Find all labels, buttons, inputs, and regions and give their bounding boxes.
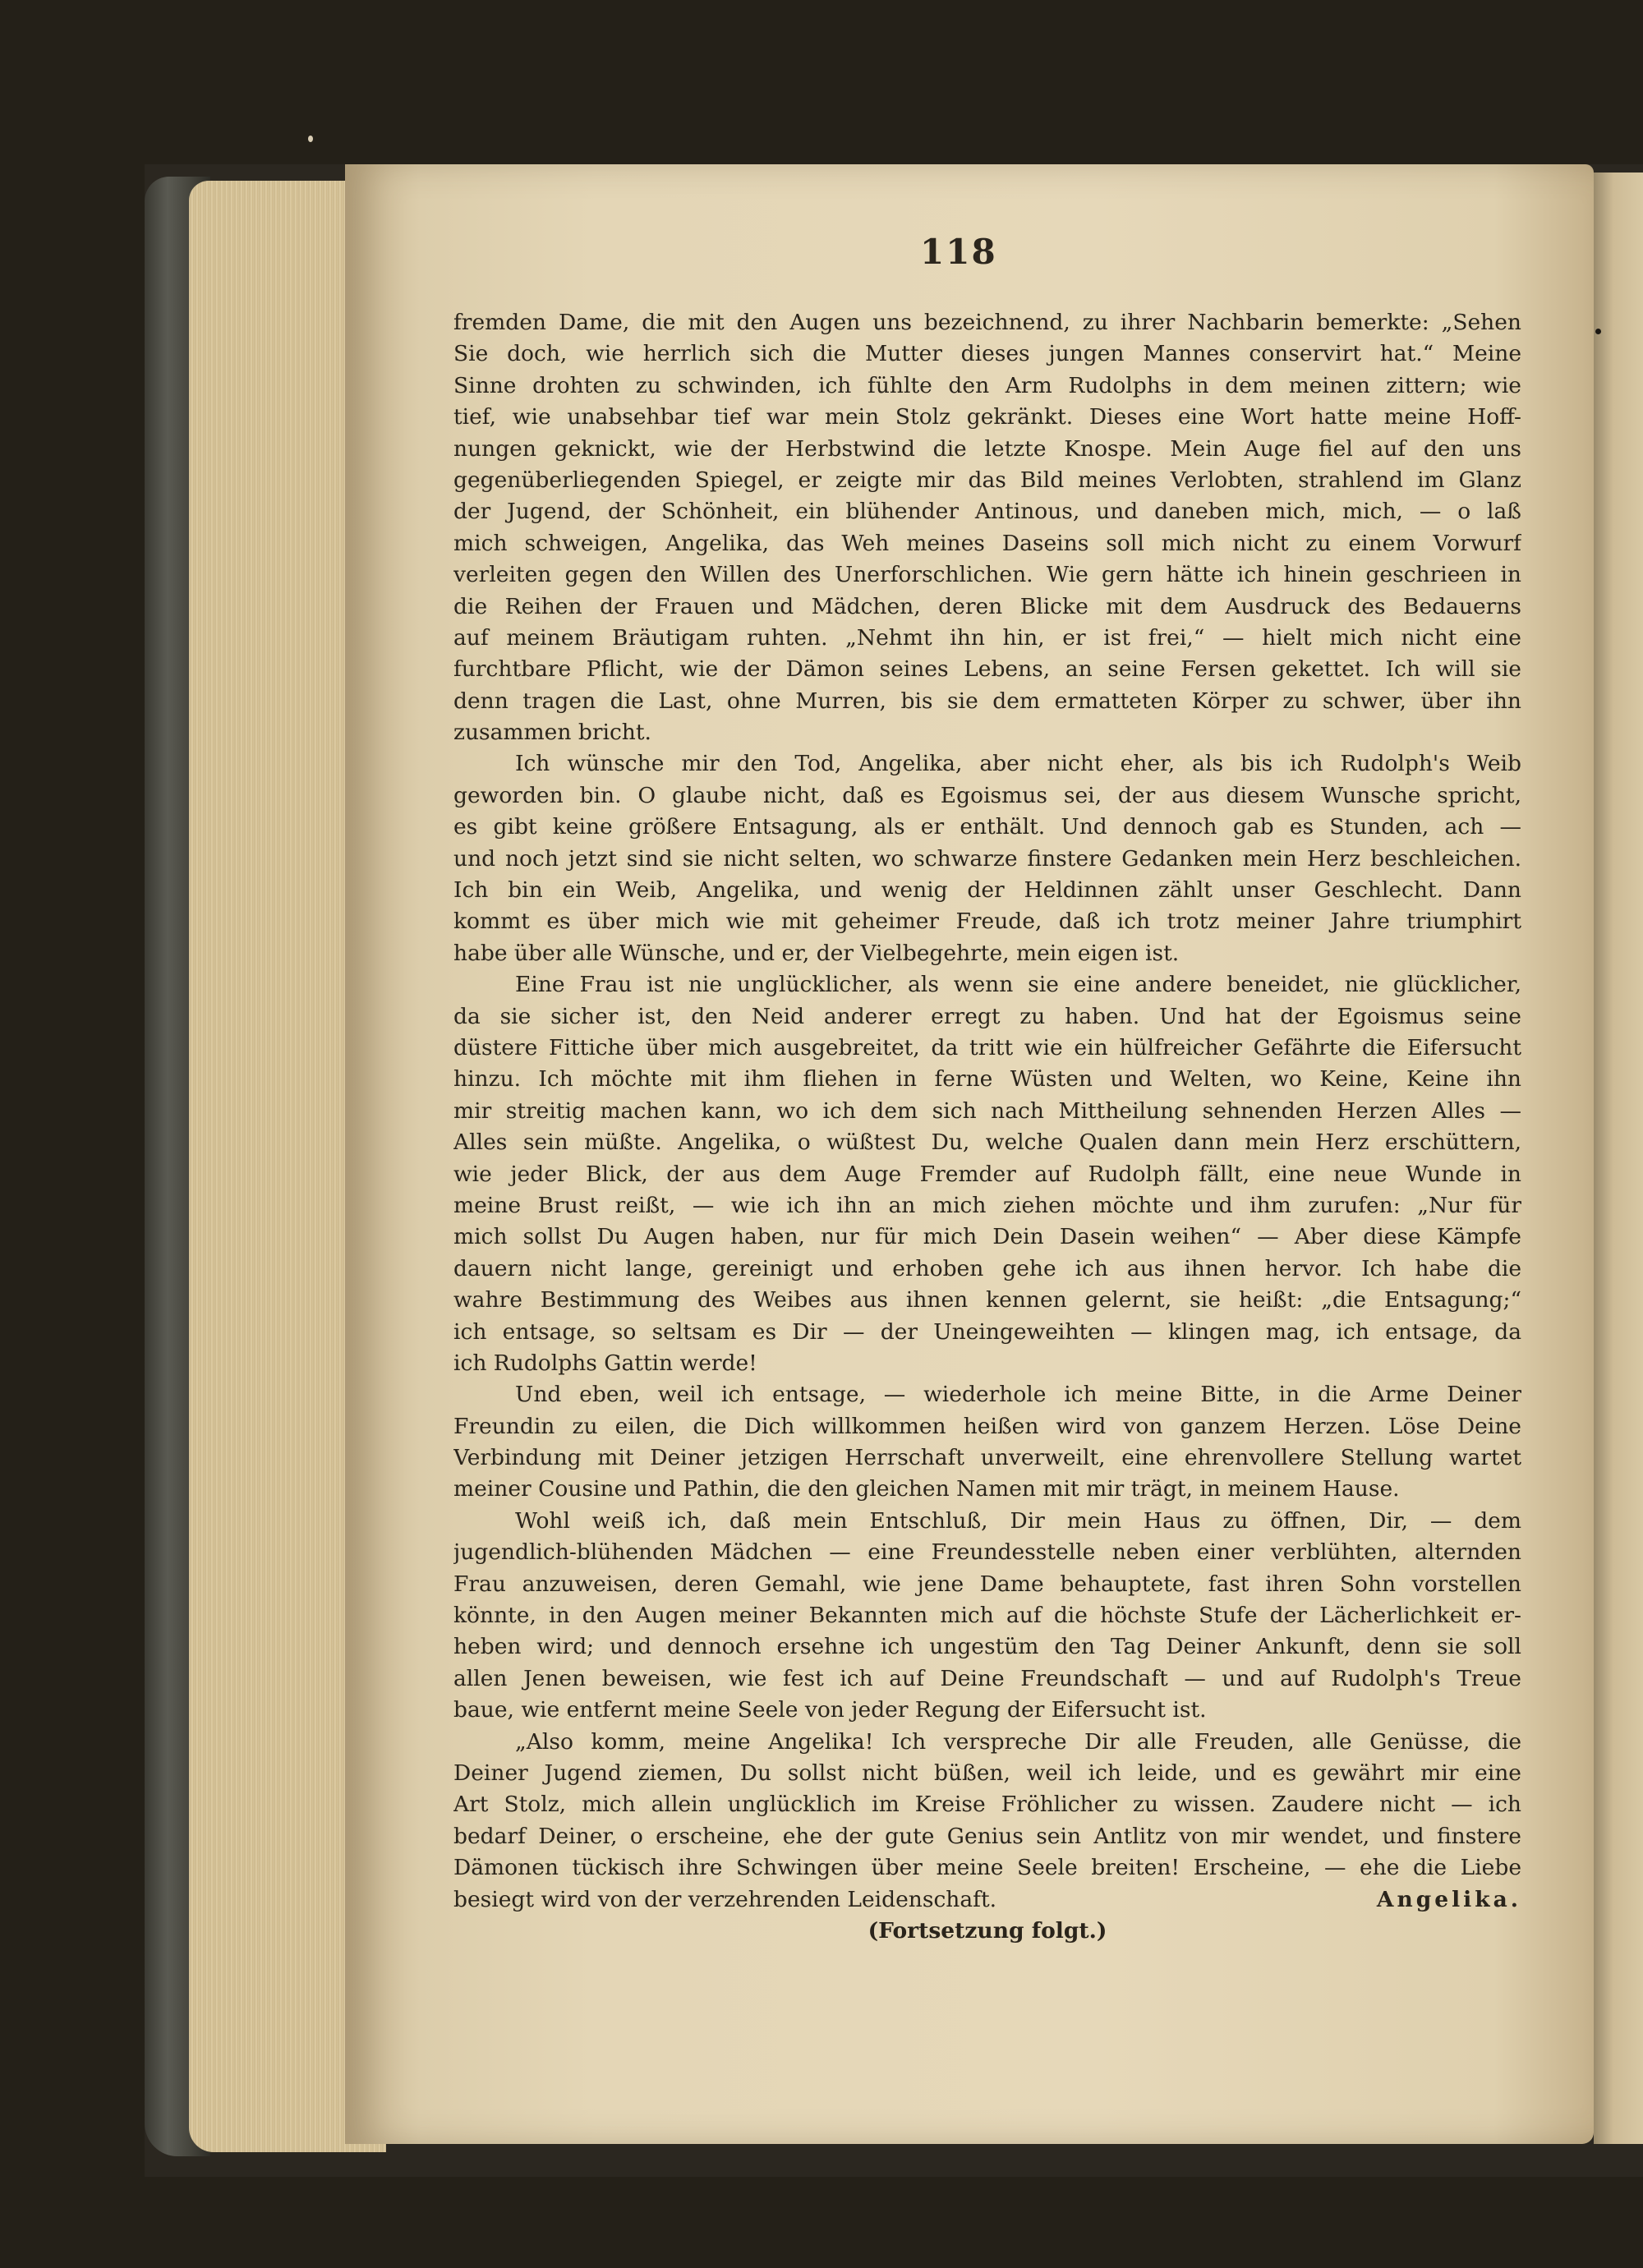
continuation-note: (Fortsetzung folgt.)	[868, 1917, 1107, 1944]
text-line: die Reihen der Frauen und Mädchen, deren Blicke mit dem Ausdruck des Bedauerns	[453, 593, 1521, 619]
text-line: meine Brust reißt, — wie ich ihn an mich ziehen möchte und ihm zurufen: „Nur für	[453, 1192, 1521, 1218]
text-line: ich entsage, so seltsam es Dir — der Uneingeweihten — klingen mag, ich entsage, da	[453, 1318, 1521, 1345]
text-line: Ich bin ein Weib, Angelika, und wenig der Heldinnen zählt unser Geschlecht. Dann	[453, 877, 1521, 904]
text-line: und noch jetzt sind sie nicht selten, wo schwarze finstere Gedanken mein Herz beschleichen.	[453, 845, 1521, 872]
text-line: wahre Bestimmung des Weibes aus ihnen kennen gelernt, sie heißt: „die Entsagung;“	[453, 1287, 1521, 1313]
text-line: hinzu. Ich möchte mit ihm fliehen in ferne Wüsten und Welten, wo Keine, Keine ihn	[453, 1066, 1521, 1093]
text-line: fremden Dame, die mit den Augen uns bezeichnend, zu ihrer Nachbarin bemerkte: „Sehen	[453, 310, 1521, 335]
text-line: Verbindung mit Deiner jetzigen Herrschaft unverweilt, eine ehrenvollere Stellung wartet	[453, 1445, 1521, 1471]
text-line: „Also komm, meine Angelika! Ich verspreche Dir alle Freuden, alle Genüsse, die	[515, 1728, 1521, 1755]
text-line: denn tragen die Last, ohne Murren, bis sie dem ermatteten Körper zu schwer, über ihn	[453, 688, 1521, 714]
letter-text	[453, 307, 1521, 1947]
text-line: Deiner Jugend ziemen, Du sollst nicht büßen, weil ich leide, und es gewährt mir eine	[453, 1760, 1521, 1786]
text-line: furchtbare Pflicht, wie der Dämon seines Lebens, an seine Fersen gekettet. Ich will sie	[453, 656, 1521, 683]
ink-dot	[1595, 329, 1601, 334]
text-line: mich schweigen, Angelika, das Weh meines Daseins soll mich nicht zu einem Vorwurf	[453, 530, 1521, 556]
text-line: mir streitig machen kann, wo ich dem sich nach Mittheilung sehnenden Herzen Alles —	[453, 1097, 1521, 1124]
dust-speck	[308, 136, 313, 142]
text-line: Frau anzuweisen, deren Gemahl, wie jene Dame behauptete, fast ihren Sohn vorstellen	[453, 1571, 1521, 1597]
text-line: geworden bin. O glaube nicht, daß es Egoismus sei, der aus diesem Wunsche spricht,	[453, 782, 1521, 808]
text-line: Alles sein müßte. Angelika, o wüßtest Du, welche Qualen dann mein Herz erschüttern,	[453, 1129, 1521, 1156]
text-line: Sinne drohten zu schwinden, ich fühlte den Arm Rudolphs in dem meinen zittern; wie	[453, 372, 1521, 398]
text-line: dauern nicht lange, gereinigt und erhoben gehe ich aus ihnen hervor. Ich habe die	[453, 1255, 1521, 1281]
text-line: jugendlich-blühenden Mädchen — eine Freundesstelle neben einer verblühten, alternden	[453, 1539, 1521, 1566]
text-line: Art Stolz, mich allein unglücklich im Kreise Fröhlicher zu wissen. Zaudere nicht — ich	[453, 1792, 1521, 1818]
text-line: Wohl weiß ich, daß mein Entschluß, Dir mein Haus zu öffnen, Dir, — dem	[515, 1507, 1521, 1534]
text-line: tief, wie unabsehbar tief war mein Stolz gekränkt. Dieses eine Wort hatte meine Hoff-	[453, 404, 1521, 430]
text-line: zusammen bricht.	[453, 720, 651, 746]
text-line: da sie sicher ist, den Neid anderer erregt zu haben. Und hat der Egoismus seine	[453, 1003, 1521, 1029]
text-line: allen Jenen beweisen, wie fest ich auf Deine Freundschaft — und auf Rudolph's Treue	[453, 1665, 1521, 1691]
text-line: bedarf Deiner, o erscheine, ehe der gute Genius sein Antlitz von mir wendet, und finstere	[453, 1823, 1521, 1849]
text-line: habe über alle Wünsche, und er, der Vielbegehrte, mein eigen ist.	[453, 940, 1180, 966]
text-line: wie jeder Blick, der aus dem Auge Fremder auf Rudolph fällt, eine neue Wunde in	[453, 1161, 1521, 1187]
page-number: 118	[920, 232, 997, 272]
text-line: es gibt keine größere Entsagung, als er enthält. Und dennoch gab es Stunden, ach —	[453, 814, 1521, 840]
text-line: düstere Fittiche über mich ausgebreitet, da tritt wie ein hülfreicher Gefährte die Eifersucht	[453, 1034, 1521, 1060]
text-line: Dämonen tückisch ihre Schwingen über meine Seele breiten! Erscheine, — ehe die Liebe	[453, 1855, 1521, 1881]
closing-line	[453, 1884, 1521, 1916]
text-line: Freundin zu eilen, die Dich willkommen heißen wird von ganzem Herzen. Löse Deine	[453, 1413, 1521, 1439]
text-line: Eine Frau ist nie unglücklicher, als wenn sie eine andere beneidet, nie glücklicher,	[515, 972, 1521, 998]
facing-page-edge	[1594, 173, 1643, 2144]
text-line: besiegt wird von der verzehrenden Leidenschaft.	[453, 1886, 997, 1912]
text-line: gegenüberliegenden Spiegel, er zeigte mir das Bild meines Verlobten, strahlend im Glanz	[453, 467, 1521, 493]
text-line: kommt es über mich wie mit geheimer Freude, daß ich trotz meiner Jahre triumphirt	[453, 909, 1521, 935]
text-line: baue, wie entfernt meine Seele von jeder Regung der Eifersucht ist.	[453, 1697, 1207, 1723]
signature: Angelika.	[1376, 1886, 1521, 1912]
text-line: der Jugend, der Schönheit, ein blühender Antinous, und daneben mich, mich, — o laß	[453, 499, 1521, 525]
text-line: meiner Cousine und Pathin, die den gleichen Namen mit mir trägt, in meinem Hause.	[453, 1476, 1400, 1502]
text-line: mich sollst Du Augen haben, nur für mich Dein Dasein weihen“ — Aber diese Kämpfe	[453, 1224, 1521, 1250]
text-line: Und eben, weil ich entsage, — wiederhole ich meine Bitte, in die Arme Deiner	[515, 1382, 1521, 1408]
text-line: Sie doch, wie herrlich sich die Mutter dieses jungen Mannes conservirt hat.“ Meine	[453, 341, 1521, 367]
text-line: heben wird; und dennoch ersehne ich ungestüm den Tag Deiner Ankunft, denn sie soll	[453, 1634, 1521, 1660]
text-line: verleiten gegen den Willen des Unerforschlichen. Wie gern hätte ich hinein geschrieen in	[453, 562, 1521, 588]
text-line: ich Rudolphs Gattin werde!	[453, 1350, 757, 1376]
text-line: Ich wünsche mir den Tod, Angelika, aber nicht eher, als bis ich Rudolph's Weib	[515, 751, 1521, 777]
text-line: nungen geknickt, wie der Herbstwind die letzte Knospe. Mein Auge fiel auf den uns	[453, 435, 1521, 462]
text-line: auf meinem Bräutigam ruhten. „Nehmt ihn hin, er ist frei,“ — hielt mich nicht eine	[453, 624, 1521, 651]
text-line: könnte, in den Augen meiner Bekannten mich auf die höchste Stufe der Lächerlichkeit er-	[453, 1603, 1521, 1629]
